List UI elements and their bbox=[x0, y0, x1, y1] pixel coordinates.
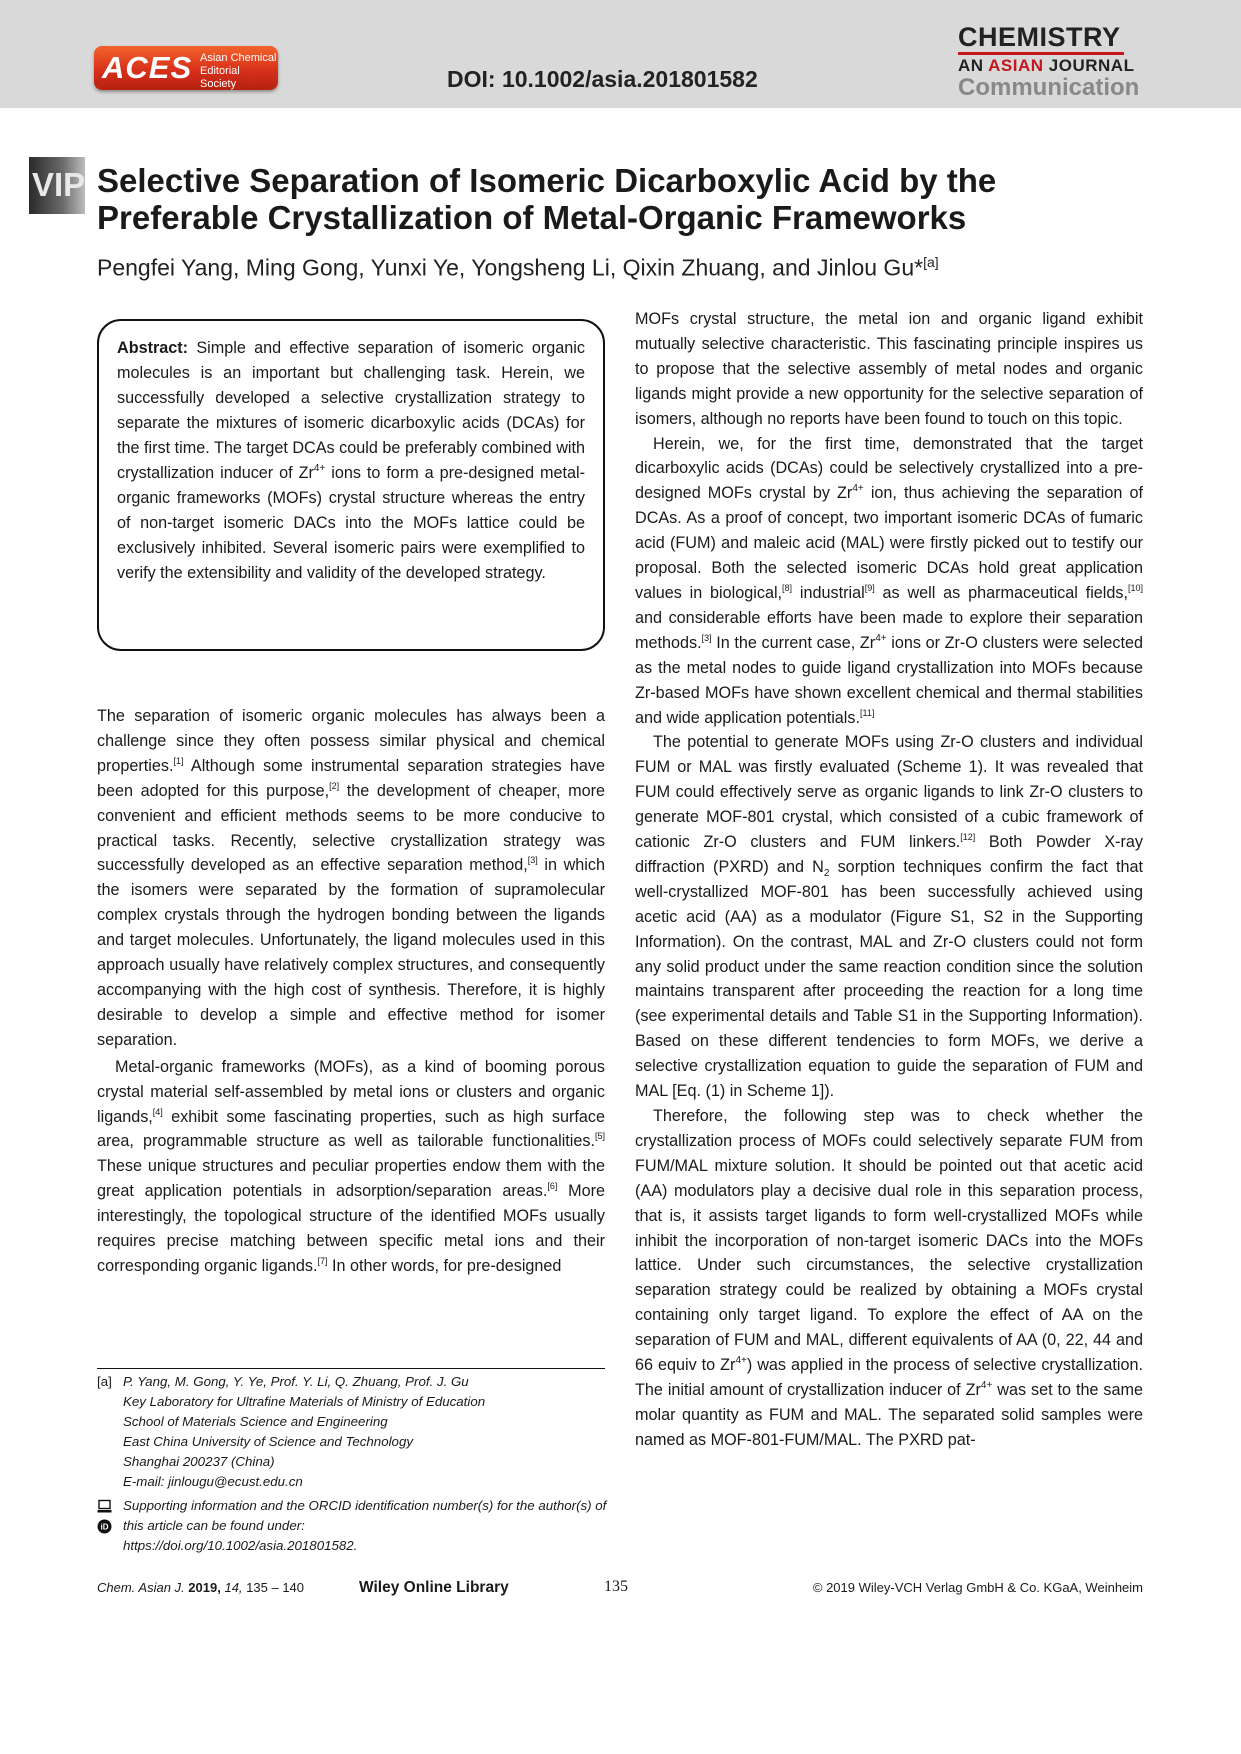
journal-an: AN bbox=[958, 56, 984, 75]
authors-text: Pengfei Yang, Ming Gong, Yunxi Ye, Yongsheng Li, Qixin Zhuang, and Jinlou Gu* bbox=[97, 254, 924, 281]
title-line-1: Selective Separation of Isomeric Dicarboxylic Acid by the bbox=[97, 162, 997, 199]
abstract-text bbox=[117, 336, 585, 586]
footnote-line: Shanghai 200237 (China) bbox=[123, 1454, 275, 1469]
article-title bbox=[97, 162, 1157, 236]
supporting-info-text bbox=[123, 1496, 617, 1556]
text-run: sorption techniques confirm the fact that well-crystallized MOF-801 has been successfully achieved using acetic acid (AA) as a modulator (Figure S1, S2 in the Supporting Information). On the contrast, MAL and Zr-O clusters could not form any solid product under the same reaction condition since the solution maintains transparent after proceeding the reaction for a long time (see experimental details and Table S1 in the Supporting Information). Based on these different tendencies to form MOFs, we derive a selective crystallization equation to guide the separation of FUM and MAL [Eq. (1) in Scheme 1]). bbox=[635, 857, 1143, 1101]
citation[interactable]: [1] bbox=[173, 755, 184, 766]
si-url-link[interactable]: https://doi.org/10.1002/asia.201801582. bbox=[123, 1538, 358, 1553]
abstract-label: Abstract: bbox=[117, 339, 189, 357]
text-run: In other words, for pre-designed bbox=[327, 1256, 562, 1275]
svg-text:iD: iD bbox=[100, 1522, 109, 1532]
citation[interactable]: [4] bbox=[152, 1106, 163, 1117]
journal-masthead bbox=[958, 24, 1139, 101]
footnote-divider bbox=[97, 1368, 605, 1369]
text-run: exhibit some fascinating properties, such as high surface area, programmable structure as well as tailorable functionalities. bbox=[97, 1107, 605, 1151]
doi-link[interactable]: DOI: 10.1002/asia.201801582 bbox=[447, 66, 758, 92]
footnote-line: Key Laboratory for Ultrafine Materials of Ministry of Education bbox=[123, 1394, 486, 1409]
footnote-line: P. Yang, M. Gong, Y. Ye, Prof. Y. Li, Q. Zhuang, Prof. J. Gu bbox=[123, 1374, 469, 1389]
title-line-2: Preferable Crystallization of Metal-Organic Frameworks bbox=[97, 199, 967, 236]
abstract-part-1: Simple and effective separation of isomeric organic molecules is an important but challenging task. Herein, we successfully developed a selective crystallization strategy to separate the mixtures of isomeric dicarboxylic acids (DCAs) for the first time. The target DCAs could be preferably combined with crystallization inducer of Zr bbox=[117, 339, 585, 482]
article-type: Communication bbox=[958, 74, 1140, 101]
paragraph bbox=[635, 730, 1143, 1104]
aces-sub-line-1: Asian Chemical bbox=[200, 52, 277, 64]
text-run: was set to the same molar quantity as FUM and MAL. The separated solid samples were named as MOF-801-FUM/MAL. The PXRD pat- bbox=[635, 1380, 1143, 1449]
citation[interactable]: [11] bbox=[859, 707, 875, 718]
footnote-line: School of Materials Science and Engineering bbox=[123, 1414, 388, 1429]
text-run: Although some instrumental separation strategies have been adopted for this purpose, bbox=[97, 756, 605, 800]
email-link[interactable]: E-mail: jinlougu@ecust.edu.cn bbox=[123, 1474, 303, 1489]
text-run: ion, thus achieving the separation of DCAs. As a proof of concept, two important isomeric DCAs of fumaric acid (FUM) and maleic acid (MAL) were firstly picked out to testify our proposal. Both the selected isomeric DCAs hold great application values in biological, bbox=[635, 484, 1143, 602]
page-number: 135 bbox=[604, 1578, 628, 1595]
footnote-line: East China University of Science and Technology bbox=[123, 1434, 413, 1449]
text-run: The potential to generate MOFs using Zr-O clusters and individual FUM or MAL was firstly evaluated (Scheme 1). It was revealed that FUM could effectively serve as organic ligands to link Zr-O clusters to generate MOF-801 crystal, which consisted of a cubic framework of cationic Zr-O clusters and FUM linkers. bbox=[635, 733, 1143, 852]
paragraph: MOFs crystal structure, the metal ion and organic ligand exhibit mutually selective characteristic. This fascinating principle inspires us to propose that the selective assembly of metal nodes and organic ligands might provide a new opportunity for the selective separation of isomers, although no reports have been found to touch on this topic. bbox=[635, 310, 1143, 428]
orcid-icon bbox=[97, 1519, 112, 1534]
right-column bbox=[635, 307, 1143, 1453]
citation-footer bbox=[97, 1580, 304, 1595]
text-run: industrial bbox=[792, 583, 865, 602]
citation[interactable]: [3] bbox=[527, 855, 538, 866]
aces-sub-line-2: Editorial Society bbox=[200, 65, 240, 90]
text-run: In the current case, Zr bbox=[711, 633, 876, 652]
citation[interactable]: [3] bbox=[701, 632, 712, 643]
citation[interactable]: [9] bbox=[864, 582, 875, 593]
paragraph bbox=[97, 1055, 605, 1279]
ion-charge: 4+ bbox=[852, 483, 864, 495]
abstract-part-2: ions to form a pre-designed metal-organic frameworks (MOFs) crystal structure whereas the entry of non-target isomeric DACs into the MOFs lattice could be exclusively inhibited. Several isomeric pairs were exemplified to verify the extensibility and validity of the developed strategy. bbox=[117, 464, 585, 582]
citation[interactable]: [12] bbox=[960, 832, 976, 843]
copyright: © 2019 Wiley-VCH Verlag GmbH & Co. KGaA, Weinheim bbox=[812, 1580, 1143, 1595]
ion-charge: 4+ bbox=[735, 1355, 747, 1367]
footnote-label: [a] bbox=[97, 1374, 112, 1389]
vip-badge bbox=[29, 157, 85, 214]
journal-asian: ASIAN bbox=[988, 56, 1044, 75]
text-run: Herein, we, for the first time, demonstrated that the target dicarboxylic acids (DCAs) could be selectively crystallized into a pre-designed MOFs crystal by Zr bbox=[635, 434, 1143, 503]
ion-charge: 4+ bbox=[980, 1379, 993, 1391]
journal-subtitle bbox=[958, 57, 1139, 75]
abstract-box bbox=[97, 319, 605, 651]
vip-text: VIP bbox=[32, 166, 86, 203]
text-run: ) was applied in the process of selective crystallization. The initial amount of crystallization inducer of Zr bbox=[635, 1356, 1143, 1399]
journal-title: CHEMISTRY bbox=[958, 22, 1121, 52]
paragraph bbox=[635, 432, 1143, 731]
si-text: Supporting information and the ORCID identification number(s) for the author(s) of this article can be found under: bbox=[123, 1498, 607, 1533]
author-affiliation-mark: [a] bbox=[923, 254, 939, 270]
text-run: ions or Zr-O clusters were selected as the metal nodes to guide ligand crystallization into MOFs because Zr-based MOFs have shown excellent chemical and thermal stabilities and wide application potentials. bbox=[635, 633, 1143, 727]
ion-charge: 4+ bbox=[875, 632, 887, 644]
text-run: Therefore, the following step was to check whether the crystallization process of MOFs could selectively separate FUM from FUM/MAL mixture solution. It should be pointed out that acetic acid (AA) modulators play a decisive dual role in this separation process, that is, it assists target ligands to form well-crystallized MOFs while inhibit the incorporation of non-target isomeric DACs into the MOFs lattice. Under such circumstances, the selective crystallization separation strategy could be realized by obtaining a MOFs crystal containing only target ligand. To explore the effect of AA on the separation of FUM and MAL, different equivalents of AA (0, 22, 44 and 66 equiv to Zr bbox=[635, 1107, 1143, 1375]
citation[interactable]: [6] bbox=[547, 1181, 558, 1192]
text-run: and considerable efforts have been made to explore their separation methods. bbox=[635, 608, 1143, 652]
aces-logo-subtitle bbox=[200, 52, 278, 91]
ion-charge: 4+ bbox=[313, 463, 326, 474]
text-run: More interestingly, the topological structure of the identified MOFs usually requires precise matching between specific metal ions and their corresponding organic ligands. bbox=[97, 1182, 605, 1275]
volume: 14, bbox=[224, 1580, 243, 1595]
text-run: The separation of isomeric organic molecules has always been a challenge since they often possess similar physical and chemical properties. bbox=[97, 707, 605, 775]
citation[interactable]: [8] bbox=[782, 582, 793, 593]
journal-rule bbox=[958, 52, 1124, 55]
citation[interactable]: [10] bbox=[1128, 582, 1144, 593]
text-run: These unique structures and peculiar properties endow them with the great application potentials in adsorption/separation areas. bbox=[97, 1157, 605, 1201]
wiley-online-library-link[interactable]: Wiley Online Library bbox=[359, 1579, 509, 1596]
text-run: the development of cheaper, more convenient and efficient methods seems to be more conducive to practical tasks. Recently, selective crystallization strategy was successfully developed as an effective separation method, bbox=[97, 781, 605, 875]
footnote-body bbox=[123, 1372, 485, 1492]
computer-icon bbox=[97, 1499, 112, 1514]
citation[interactable]: [2] bbox=[329, 780, 340, 791]
journal-journal: JOURNAL bbox=[1048, 56, 1135, 75]
subscript: 2 bbox=[823, 868, 830, 880]
citation[interactable]: [5] bbox=[594, 1131, 605, 1142]
pages: 135 – 140 bbox=[246, 1580, 305, 1595]
text-run: Metal-organic frameworks (MOFs), as a kind of booming porous crystal material self-assembled by metal ions or clusters and organic ligands, bbox=[97, 1057, 605, 1126]
citation[interactable]: [7] bbox=[317, 1255, 328, 1266]
left-column bbox=[97, 704, 605, 1279]
aces-logo bbox=[94, 46, 278, 90]
paragraph bbox=[635, 1104, 1143, 1453]
aces-logo-text: ACES bbox=[102, 50, 193, 85]
author-list bbox=[97, 254, 939, 282]
text-run: in which the isomers were separated by the formation of supramolecular complex crystals through the hydrogen bonding between the ligands and target molecules. Unfortunately, the ligand molecules used in this approach usually have relatively complex structures, and consequently accompanying with the high cost of synthesis. Therefore, it is highly desirable to develop a simple and effective method for isomer separation. bbox=[97, 856, 605, 1049]
year: 2019, bbox=[188, 1580, 221, 1595]
text-run: Both Powder X-ray diffraction (PXRD) and N bbox=[635, 833, 1143, 876]
journal-abbrev: Chem. Asian J. bbox=[97, 1580, 185, 1595]
paragraph bbox=[97, 704, 605, 1053]
text-run: as well as pharmaceutical fields, bbox=[874, 583, 1128, 602]
